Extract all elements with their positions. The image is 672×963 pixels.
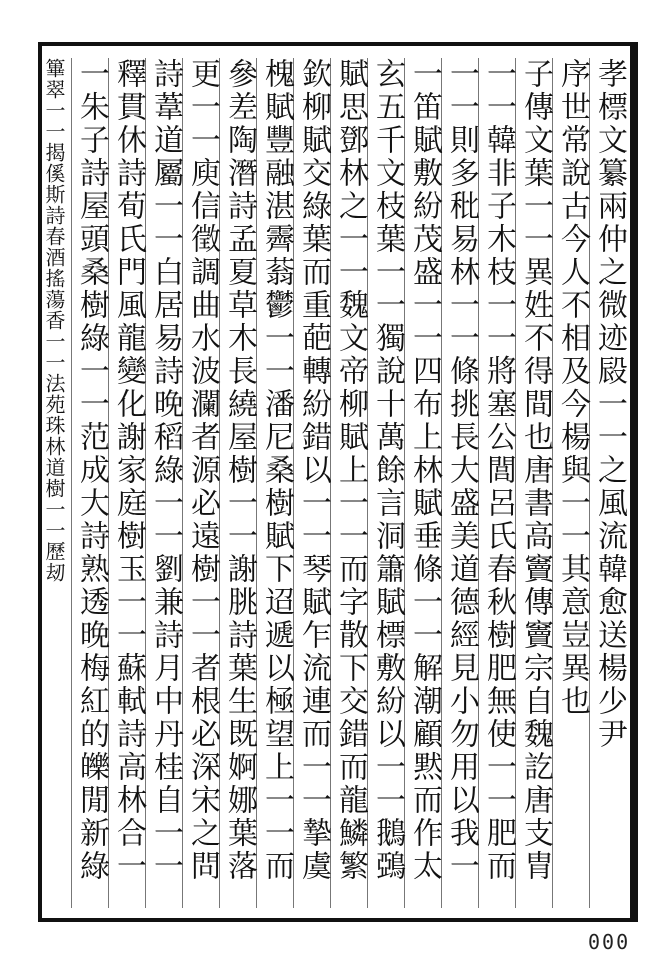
text-column-9: 欽柳賦交綠葉而重葩轉紛錯以一一琴賦乍流連而一一摯虞 xyxy=(296,58,331,883)
text-column-10: 槐賦豐融湛霽蓊鬱一一潘尼桑樹賦下迢遞以極望上一一而 xyxy=(259,58,294,883)
text-column-5: 一一則多秕易林一一條挑長大盛美道德經見小勿用以我一 xyxy=(444,58,479,883)
text-column-11: 參差陶潛詩孟夏草木長繞屋樹一一謝朓詩葉生既婀娜葉落 xyxy=(222,58,257,883)
text-column-16: 篳翠一一揭傒斯詩春酒搖蕩香一一法苑珠林道樹一一歷刼 xyxy=(42,58,66,583)
text-column-12: 更一一庾信徵調曲水波瀾者源必遠樹一一者根必深宋之問 xyxy=(185,58,220,883)
text-column-14: 釋貫休詩荀氏門風龍變化謝家庭樹玉一一蘇軾詩高林合一 xyxy=(111,58,146,883)
text-column-3: 子傳文葉一一異姓不得間也唐書高竇傳竇宗自魏訖唐支胄 xyxy=(518,58,553,883)
page-number: 000 xyxy=(588,930,631,954)
text-column-4: 一一韓非子木枝一一將塞公閭呂氏春秋樹肥無使一一肥而 xyxy=(481,58,516,883)
text-column-15: 一朱子詩屋頭桑樹綠一一范成大詩熟透晚梅紅的皪閒新綠 xyxy=(74,58,109,883)
text-column-1: 孝標文纂兩仲之微迹㲀一一之風流韓愈送楊少尹 xyxy=(592,58,627,751)
text-column-6: 一笛賦敷紛茂盛一一四布上林賦垂條一一解潮顧黙而作太 xyxy=(407,58,442,883)
column-rule xyxy=(71,58,72,908)
text-column-8: 賦思鄧林之一一魏文帝柳賦上一一而字散下交錯而龍鱗繁 xyxy=(333,58,368,883)
text-column-2: 序世常說古今人不相及今楊與一一其意豈異也 xyxy=(555,58,590,718)
text-column-7: 玄五千文枝葉一一獨說十萬餘言洞簫賦標敷紛以一一鵝鵶 xyxy=(370,58,405,883)
text-column-13: 詩葦道屬一一白居易詩晚稻綠一一劉兼詩月中丹桂自一一 xyxy=(148,58,183,883)
page-spine xyxy=(630,42,638,922)
text-columns xyxy=(42,58,627,918)
